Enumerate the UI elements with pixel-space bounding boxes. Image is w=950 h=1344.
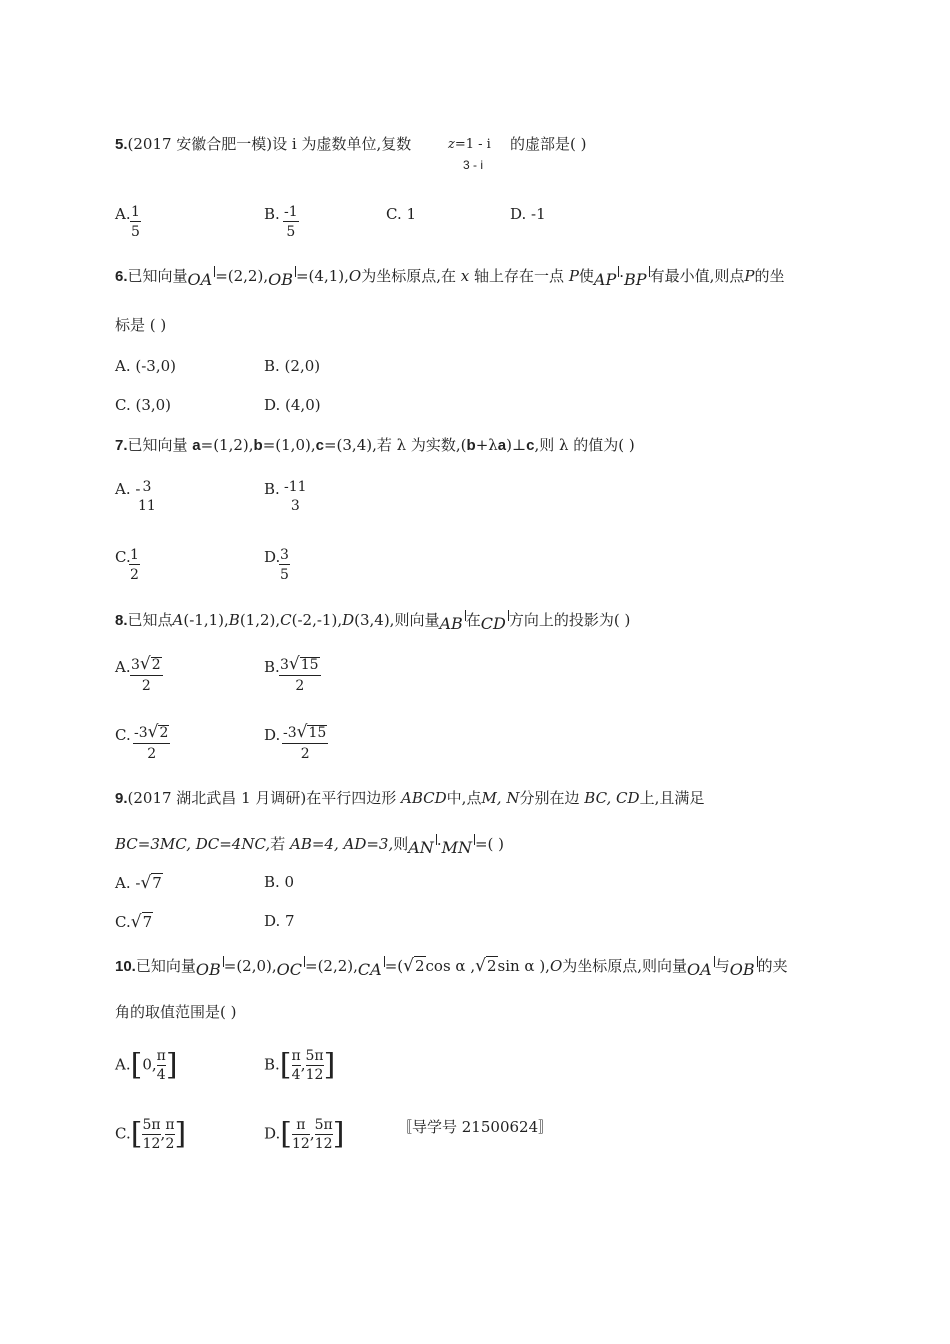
vector-oa: OA — [687, 960, 715, 979]
q5-option-c: C. 1 — [386, 205, 417, 223]
q8-option-c-label: C. — [115, 726, 131, 744]
vector-ca: CA — [358, 960, 385, 979]
vector-ob: OB — [196, 960, 224, 979]
vector-ab: AB — [439, 614, 465, 633]
q5-z-formula: z=1 - i — [448, 137, 491, 152]
q10-option-b: B.[ $\frac{\pi}{4}$ , $\frac{5\pi}{12}$ ] — [264, 1047, 336, 1083]
q7-option-d-label: D. — [264, 548, 281, 566]
q6-option-b: B. (2,0) — [264, 357, 321, 375]
q7-option-c-label: C. — [115, 548, 131, 566]
vector-ob: OB — [268, 270, 296, 289]
q5-z-denominator: 3 - i — [463, 158, 484, 172]
q8-number: 8. — [115, 612, 128, 629]
vector-ap: AP — [594, 270, 619, 289]
vector-ob-2: OB — [730, 960, 758, 979]
q7-number: 7. — [115, 437, 128, 454]
q5-option-d: D. -1 — [510, 205, 546, 223]
q10-option-a: A.[0, $\frac{\pi}{4}$ ] — [115, 1047, 178, 1083]
q6-number: 6. — [115, 268, 128, 285]
vector-cd: CD — [481, 614, 509, 633]
vector-oc: OC — [277, 960, 305, 979]
vector-oa: OA — [188, 270, 216, 289]
q8-option-b-label: B. — [264, 658, 280, 676]
q7-stem: 7.已知向量 a=(1,2),b=(1,0),c=(3,4),若 λ 为实数,(b+λa)⊥c,则 λ 的值为( ) — [115, 436, 635, 454]
q10-guide-number: 〚导学号 21500624〛 — [397, 1118, 554, 1136]
q9-number: 9. — [115, 790, 128, 807]
q5-option-b-fraction: $\frac{-1}{5}$ — [284, 204, 298, 240]
vector-mn: MN — [442, 838, 475, 857]
q6-option-c: C. (3,0) — [115, 396, 172, 414]
q8-option-b-fraction: $\frac{3√15}{2}$ — [280, 654, 319, 694]
q7-option-c-fraction: $\frac{1}{2}$ — [130, 547, 139, 583]
q8-stem: 8.已知点A(-1,1),B(1,2),C(-2,-1),D(3,4),则向量AB 在CD 方向上的投影为( ) — [115, 611, 631, 633]
q8-option-a-label: A. — [115, 658, 131, 676]
q8-option-c-fraction: $\frac{-3√2}{2}$ — [134, 722, 169, 762]
q5-option-a-fraction: $\frac{1}{5}$ — [131, 204, 140, 240]
q7-option-a-fraction: 3 11 — [138, 479, 156, 514]
q8-option-a-fraction: $\frac{3√2}{2}$ — [131, 654, 161, 694]
q9-option-a: A. -√7 — [115, 873, 162, 893]
q10-stem-line2: 角的取值范围是( ) — [115, 1003, 237, 1021]
q5-option-b-label: B. — [264, 205, 280, 223]
q9-stem: 9.(2017 湖北武昌 1 月调研)在平行四边形 ABCD中,点M, N分别在边 BC, CD上,且满足 — [115, 789, 705, 807]
q10-option-c: C.[ $\frac{5\pi}{12}$ , $\frac{\pi}{2}$ ] — [115, 1116, 187, 1152]
q5-stem-end: 的虚部是( ) — [510, 135, 587, 153]
q7-option-b-fraction: -11 3 — [284, 479, 307, 514]
q7-option-d-fraction: $\frac{3}{5}$ — [280, 547, 289, 583]
q7-option-b-label: B. — [264, 480, 280, 498]
q9-option-c: C.√7 — [115, 912, 153, 932]
vector-an: AN — [408, 838, 437, 857]
q10-option-d: D.[ $\frac{\pi}{12}$ , $\frac{5\pi}{12}$ ] — [264, 1116, 345, 1152]
q5-stem: 5.(2017 安徽合肥一模)设 i 为虚数单位,复数 — [115, 135, 412, 153]
q9-option-b: B. 0 — [264, 873, 295, 891]
q5-option-a-label: A. — [115, 205, 131, 223]
q8-option-d-fraction: $\frac{-3√15}{2}$ — [283, 722, 327, 762]
q10-number: 10. — [115, 958, 136, 975]
vector-bp: BP — [624, 270, 650, 289]
q9-stem-line2: BC=3MC, DC=4NC,若 AB=4, AD=3,则AN ·MN =( ) — [115, 835, 505, 857]
q6-stem: 6.已知向量OA =(2,2),OB =(4,1),O为坐标原点,在 x 轴上存在一点 P使AP ·BP 有最小值,则点P的坐 — [115, 267, 785, 289]
q6-option-d: D. (4,0) — [264, 396, 321, 414]
q6-option-a: A. (-3,0) — [115, 357, 176, 375]
q8-option-d-label: D. — [264, 726, 281, 744]
q7-option-a-label: A. - — [115, 480, 141, 498]
q9-option-d: D. 7 — [264, 912, 295, 930]
q5-number: 5. — [115, 136, 128, 153]
q6-stem-line2: 标是 ( ) — [115, 316, 167, 334]
q10-stem: 10.已知向量OB =(2,0),OC =(2,2),CA =(√2cos α ,√2sin α ),O为坐标原点,则向量OA 与OB 的夹 — [115, 956, 788, 979]
